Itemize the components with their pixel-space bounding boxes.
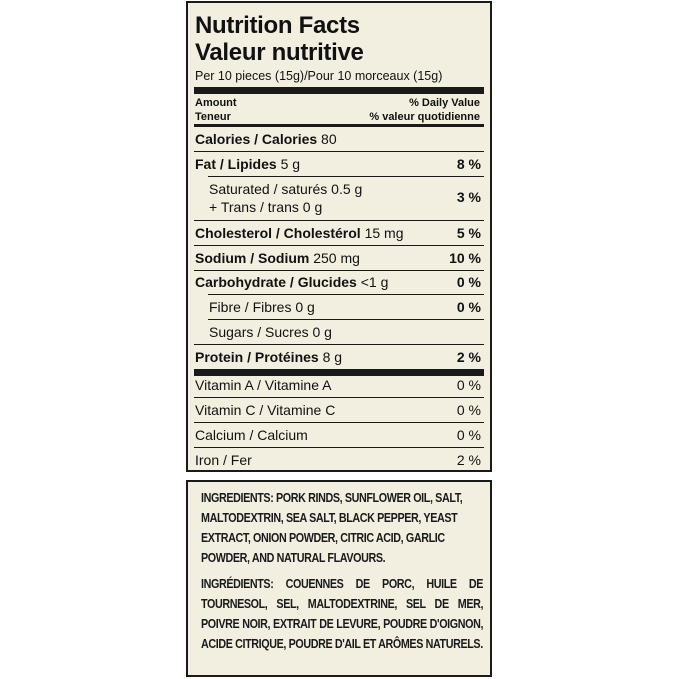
daily-value-french: % valeur quotidienne (369, 111, 480, 123)
amount-header (195, 96, 237, 124)
saturated-label: Saturated / saturés 0.5 g (209, 181, 363, 197)
row-sugars (209, 323, 481, 341)
daily-value-english: % Daily Value (409, 97, 480, 109)
row-calories (195, 130, 481, 148)
iron-label: Iron / Fer (195, 452, 252, 468)
serving-size: Per 10 pieces (15g)/Pour 10 morceaux (15g) (195, 69, 443, 83)
ingredients-panel (186, 480, 492, 677)
cholesterol-label: Cholesterol / Cholestérol (195, 225, 361, 241)
row-divider (208, 294, 484, 295)
nutrition-facts-panel (186, 1, 492, 472)
row-divider (194, 220, 484, 221)
title-french: Valeur nutritive (195, 39, 364, 66)
row-divider (194, 447, 484, 448)
row-divider (194, 270, 484, 271)
fat-label: Fat / Lipides (195, 156, 277, 172)
carbohydrate-percent: 0 % (456, 274, 481, 290)
vitamin-a-label: Vitamin A / Vitamine A (195, 377, 332, 393)
fat-percent: 8 % (456, 156, 481, 172)
vitamin-c-percent: 0 % (456, 402, 481, 418)
calories-label: Calories / Calories (195, 131, 318, 147)
sodium-value: 250 mg (309, 250, 360, 266)
iron-percent: 2 % (456, 452, 481, 468)
ingredients-french: INGRÉDIENTS: COUENNES DE PORC, HUILE DE TOURNESOL, SEL, MALTODEXTRINE, SEL DE MER, POIVRE NOIR, EXTRAIT DE LEVURE, POUDRE D'OIGNON, ACIDE CITRIQUE, POUDRE D'AIL ET ARÔMES NATURELS. (201, 577, 484, 651)
saturated-percent: 3 % (456, 189, 481, 205)
calcium-label: Calcium / Calcium (195, 427, 308, 443)
daily-value-header (369, 96, 480, 124)
row-calcium (195, 426, 481, 444)
row-saturated-trans (209, 180, 481, 216)
thick-divider (194, 87, 484, 94)
fibre-label: Fibre / Fibres 0 g (209, 299, 315, 315)
row-divider (194, 397, 484, 398)
row-divider (194, 151, 484, 152)
row-sodium (195, 249, 481, 267)
amount-french: Teneur (195, 111, 231, 123)
sodium-label: Sodium / Sodium (195, 250, 310, 266)
row-divider (208, 319, 484, 320)
row-carbohydrate (195, 273, 481, 291)
row-iron (195, 451, 481, 469)
row-protein (195, 348, 481, 366)
protein-value: 8 g (318, 349, 343, 365)
sugars-label: Sugars / Sucres 0 g (209, 324, 332, 340)
carbohydrate-label: Carbohydrate / Glucides (195, 274, 357, 290)
protein-label: Protein / Protéines (195, 349, 319, 365)
row-vitamin-c (195, 401, 481, 419)
vitamin-c-label: Vitamin C / Vitamine C (195, 402, 336, 418)
row-vitamin-a (195, 376, 481, 394)
amount-english: Amount (195, 97, 237, 109)
fibre-percent: 0 % (456, 299, 481, 315)
sodium-percent: 10 % (449, 250, 481, 266)
ingredients-english: INGREDIENTS: PORK RINDS, SUNFLOWER OIL, SALT, MALTODEXTRIN, SEA SALT, BLACK PEPPER, YEAST EXTRACT, ONION POWDER, CITRIC ACID, GARLIC POWDER, AND NATURAL FLAVOURS. (201, 491, 463, 565)
title-english: Nutrition Facts (195, 12, 360, 39)
cholesterol-percent: 5 % (456, 225, 481, 241)
vitamin-a-percent: 0 % (456, 377, 481, 393)
row-cholesterol (195, 224, 481, 242)
calcium-percent: 0 % (456, 427, 481, 443)
thick-divider (194, 369, 484, 376)
carbohydrate-value: <1 g (356, 274, 389, 290)
row-divider (194, 245, 484, 246)
trans-label: + Trans / trans 0 g (209, 199, 323, 215)
row-divider (194, 422, 484, 423)
row-fibre (209, 298, 481, 316)
row-divider (194, 344, 484, 345)
protein-percent: 2 % (456, 349, 481, 365)
header-divider (194, 124, 484, 127)
row-divider (208, 176, 484, 177)
fat-value: 5 g (276, 156, 301, 172)
cholesterol-value: 15 mg (360, 225, 404, 241)
calories-value: 80 (317, 131, 337, 147)
row-fat (195, 155, 481, 173)
